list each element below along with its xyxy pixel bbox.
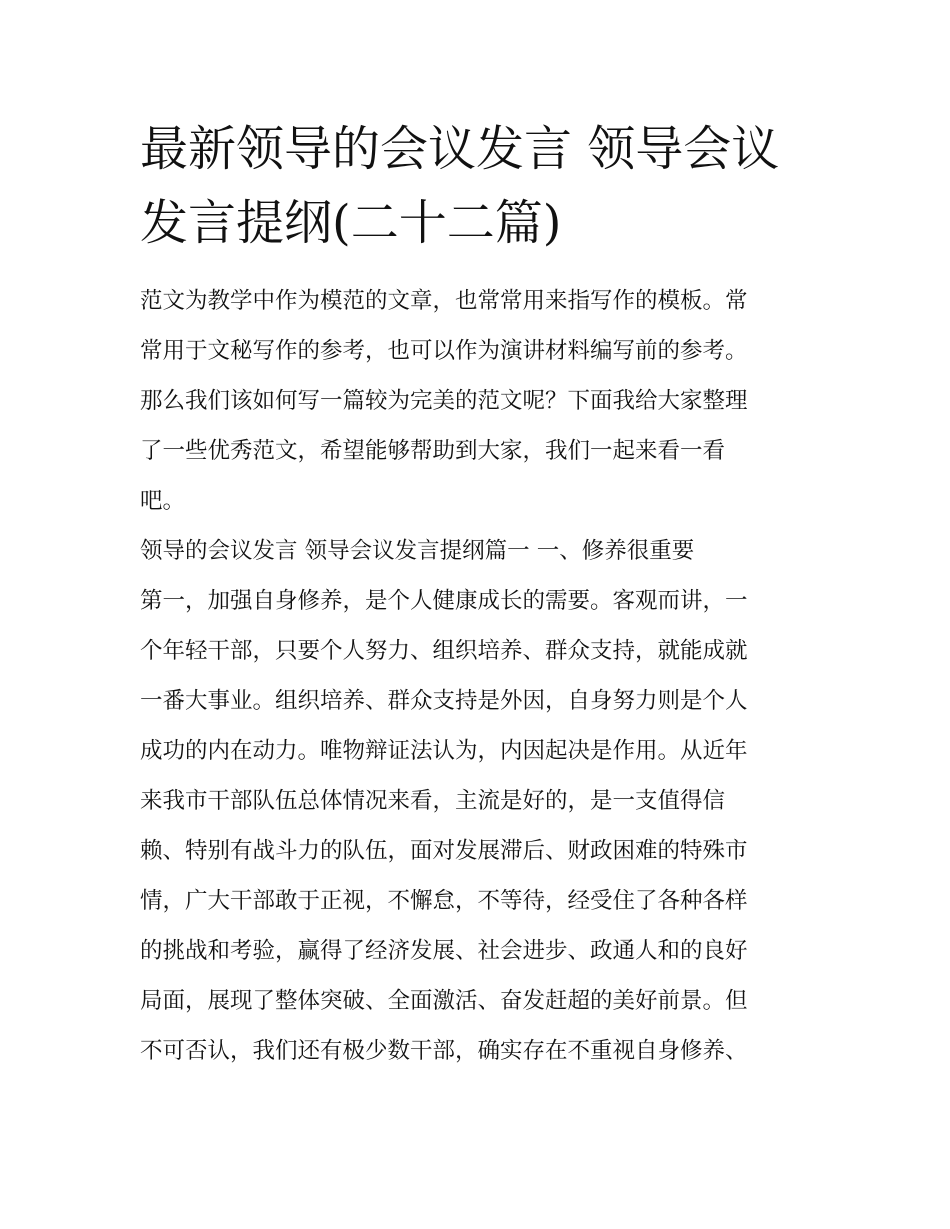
text-line: 局面，展现了整体突破、全面激活、奋发赶超的美好前景。但	[140, 988, 748, 1014]
text-line: 个年轻干部，只要个人努力、组织培养、群众支持，就能成就	[140, 638, 748, 664]
text-line: 常用于文秘写作的参考，也可以作为演讲材料编写前的参考。	[140, 338, 748, 364]
text-line: 第一，加强自身修养，是个人健康成长的需要。客观而讲，一	[140, 588, 748, 614]
title-line: 最新领导的会议发言 领导会议	[140, 121, 780, 177]
text-line: 了一些优秀范文，希望能够帮助到大家，我们一起来看一看	[140, 438, 726, 464]
text-line: 吧。	[140, 488, 186, 514]
intro-paragraph	[140, 282, 830, 532]
document-body	[140, 282, 830, 1082]
section-heading: 领导的会议发言 领导会议发言提纲篇一 一、修养很重要	[140, 538, 695, 564]
text-line: 的挑战和考验，赢得了经济发展、社会进步、政通人和的良好	[140, 938, 748, 964]
text-line: 成功的内在动力。唯物辩证法认为，内因起决是作用。从近年	[140, 738, 748, 764]
text-line: 那么我们该如何写一篇较为完美的范文呢？下面我给大家整理	[140, 388, 748, 414]
title-line: 发言提纲(二十二篇)	[140, 195, 562, 251]
text-line: 不可否认，我们还有极少数干部，确实存在不重视自身修养、	[140, 1038, 748, 1064]
text-line: 范文为教学中作为模范的文章，也常常用来指写作的模板。常	[140, 288, 748, 314]
body-paragraph	[140, 582, 830, 1082]
text-line: 一番大事业。组织培养、群众支持是外因，自身努力则是个人	[140, 688, 748, 714]
text-line: 赖、特别有战斗力的队伍，面对发展滞后、财政困难的特殊市	[140, 838, 748, 864]
document-title	[140, 112, 820, 260]
text-line: 情，广大干部敢于正视，不懈怠，不等待，经受住了各种各样	[140, 888, 748, 914]
text-line: 来我市干部队伍总体情况来看，主流是好的，是一支值得信	[140, 788, 726, 814]
